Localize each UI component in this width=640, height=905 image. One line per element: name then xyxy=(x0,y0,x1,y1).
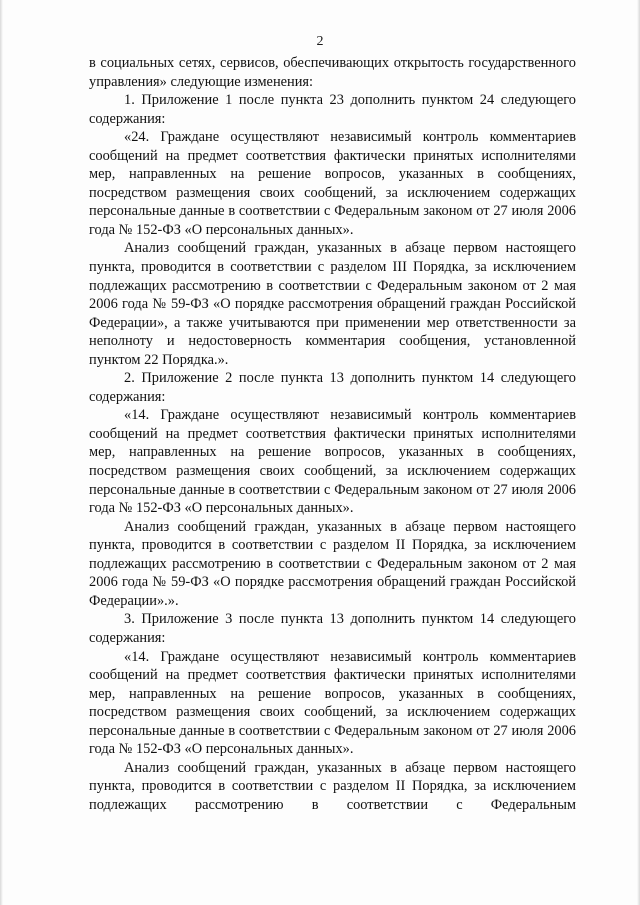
paragraph-item-3: 3. Приложение 3 после пункта 13 дополнить пунктом 14 следующего содержания: xyxy=(89,611,576,646)
paragraph-continuation: в социальных сетях, сервисов, обеспечивающих открытость государственного управления» следующие изменения: xyxy=(89,55,576,90)
paragraph-quote-14-a: «14. Граждане осуществляют независимый контроль комментариев сообщений на предмет соответствия фактически принятых исполнителями мер, направленных на решение вопросов, указанных в сообщениях, посредством размещения своих сообщений, за исключением содержащих персональные данные в соответствии с Федеральным законом от 27 июля 2006 года № 152-ФЗ «О персональных данных». xyxy=(89,407,576,517)
paragraph-quote-24: «24. Граждане осуществляют независимый контроль комментариев сообщений на предмет соответствия фактически принятых исполнителями мер, направленных на решение вопросов, указанных в сообщениях, посредством размещения своих сообщений, за исключением содержащих персональные данные в соответствии с Федеральным законом от 27 июля 2006 года № 152-ФЗ «О персональных данных». xyxy=(89,129,576,238)
paragraph-analysis-1: Анализ сообщений граждан, указанных в абзаце первом настоящего пункта, проводится в соответствии с разделом III Порядка, за исключением подлежащих рассмотрению в соответствии с Федеральным законом от 2 мая 2006 года № 59-ФЗ «О порядке рассмотрения обращений граждан Российской Федерации», а также учитываются при применении мер ответственности за неполноту и недостоверность комментария сообщения, установленной пунктом 22 Порядка.». xyxy=(89,240,576,368)
paragraph-quote-14-b: «14. Граждане осуществляют независимый контроль комментариев сообщений на предмет соответствия фактически принятых исполнителями мер, направленных на решение вопросов, указанных в сообщениях, посредством размещения своих сообщений, за исключением содержащих персональные данные в соответствии с Федеральным законом от 27 июля 2006 года № 152-ФЗ «О персональных данных». xyxy=(89,648,576,758)
paragraph-analysis-2: Анализ сообщений граждан, указанных в абзаце первом настоящего пункта, проводится в соответствии с разделом II Порядка, за исключением подлежащих рассмотрению в соответствии с Федеральным законом от 2 мая 2006 года № 59-ФЗ «О порядке рассмотрения обращений граждан Российской Федерации».». xyxy=(89,518,576,609)
body-text xyxy=(89,54,576,814)
page-number: 2 xyxy=(316,34,324,49)
paragraph-item-1: 1. Приложение 1 после пункта 23 дополнить пунктом 24 следующего содержания: xyxy=(89,92,576,127)
paragraph-item-2: 2. Приложение 2 после пункта 13 дополнить пунктом 14 следующего содержания: xyxy=(89,370,576,405)
scan-edge-left xyxy=(0,0,3,905)
paragraph-analysis-3: Анализ сообщений граждан, указанных в абзаце первом настоящего пункта, проводится в соответствии с разделом II Порядка, за исключением подлежащих рассмотрению в соответствии с Федеральным xyxy=(89,759,576,813)
